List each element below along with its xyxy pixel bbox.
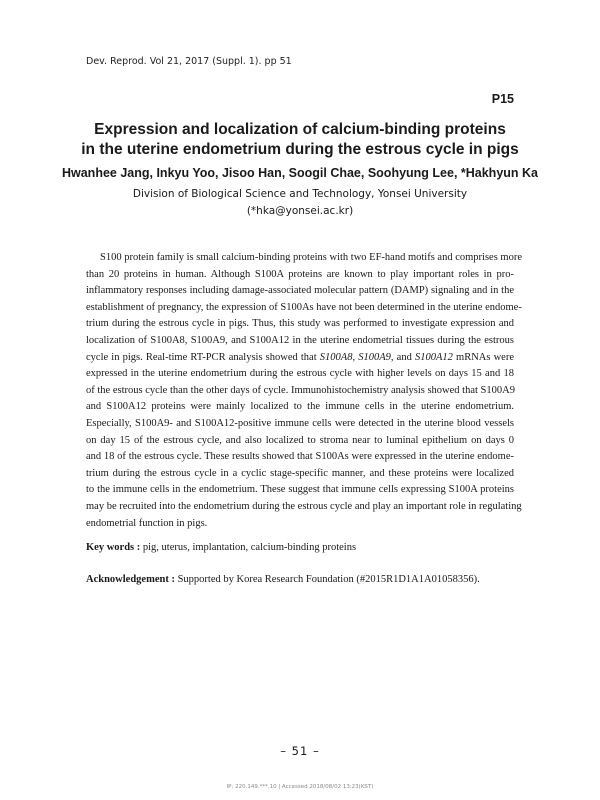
abstract-line: expressed in the uterine endometrium during the estrous cycle with higher levels on days 15 and 18 xyxy=(86,368,514,380)
abstract-code: P15 xyxy=(491,92,514,106)
abstract-line: may be recruited into the endometrium during the estrous cycle and play an important role in regulating xyxy=(86,500,522,512)
abstract-line: and S100A12 proteins were mainly localized to the immune cells in the uterine endometrium. xyxy=(86,401,514,413)
title-line-2: in the uterine endometrium during the estrous cycle in pigs xyxy=(81,141,519,158)
abstract-line: inflammatory responses including damage-associated molecular pattern (DAMP) signaling and in the xyxy=(86,285,514,297)
author-list: Hwanhee Jang, Inkyu Yoo, Jisoo Han, Soogil Chae, Soohyung Lee, *Hakhyun Ka xyxy=(61,166,538,180)
corresponding-email: (*hka@yonsei.ac.kr) xyxy=(246,205,354,217)
abstract-line xyxy=(86,350,514,367)
abstract-line: and 18 of the estrous cycle. These results showed that S100As were expressed in the uterine endome- xyxy=(86,451,514,463)
keywords xyxy=(86,542,356,553)
access-watermark: IP: 220.149.***.10 | Accessed 2018/08/02 13:23(KST) xyxy=(226,784,374,790)
abstract-line: S100 protein family is small calcium-binding proteins with two EF-hand motifs and comprises more xyxy=(100,252,522,263)
keywords-text: pig, uterus, implantation, calcium-binding proteins xyxy=(140,542,357,553)
abstract-line: trium during the estrous cycle in pigs. Thus, this study was performed to investigate expression and xyxy=(86,318,514,330)
text-run: , and xyxy=(390,351,415,363)
affiliation-block xyxy=(0,186,600,220)
abstract-line: endometrial function in pigs. xyxy=(86,517,208,529)
abstract-line: localization of S100A8, S100A9, and S100A12 in the uterine endometrial tissues during the estrous xyxy=(86,334,514,346)
acknowledgement-label: Acknowledgement : xyxy=(86,574,175,585)
acknowledgement xyxy=(86,574,480,585)
gene-name: S100A9 xyxy=(358,351,391,363)
journal-reference: Dev. Reprod. Vol 21, 2017 (Suppl. 1). pp 51 xyxy=(86,56,292,67)
text-run: mRNAs were xyxy=(452,351,514,363)
gene-name: S100A12 xyxy=(414,351,453,363)
acknowledgement-text: Supported by Korea Research Foundation (#2015R1D1A1A01058356). xyxy=(174,574,480,585)
text-run: cycle in pigs. Real-time RT-PCR analysis showed that xyxy=(86,351,320,363)
title-line-1: Expression and localization of calcium-binding proteins xyxy=(94,121,506,138)
gene-name: S100A8 xyxy=(319,351,353,363)
paper-title xyxy=(0,120,600,160)
abstract-line: Especially, S100A9- and S100A12-positive immune cells were detected in the uterine blood vessels xyxy=(86,417,514,429)
abstract-line: than 20 proteins in human. Although S100A proteins are known to play important roles in pro- xyxy=(86,268,514,280)
abstract-line: on day 15 of the estrous cycle, and also localized to stroma near to luminal epithelium on days 0 xyxy=(86,434,514,446)
abstract-line: establishment of pregnancy, the expression of S100As have not been determined in the uterine endome- xyxy=(86,301,522,313)
keywords-label: Key words : xyxy=(86,542,141,553)
abstract-line: to the immune cells in the endometrium. These suggest that immune cells expressing S100A proteins xyxy=(86,484,514,496)
abstract-body xyxy=(86,250,522,532)
page-number: – 51 – xyxy=(280,744,320,758)
affiliation: Division of Biological Science and Technology, Yonsei University xyxy=(132,188,468,200)
text-run: , xyxy=(352,351,359,363)
abstract-line: trium during the estrous cycle in a cyclic stage-specific manner, and these proteins were localized xyxy=(86,467,514,479)
abstract-line: of the estrous cycle than the other days of cycle. Immunohistochemistry analysis showed that S100A9 xyxy=(86,384,515,396)
